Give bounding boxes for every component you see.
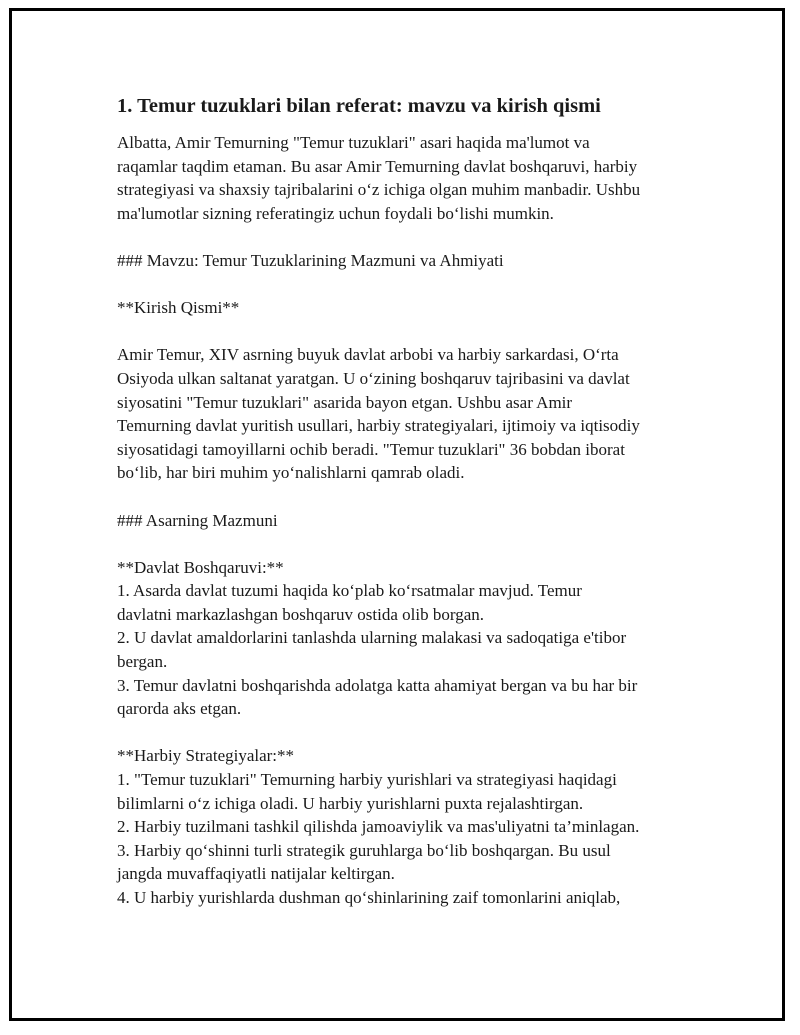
topic-heading [117, 249, 707, 273]
text-line: 2. Harbiy tuzilmani tashkil qilishda jamoaviylik va mas'uliyatni ta’minlagan. [117, 817, 640, 837]
text-line: bo‘lib, har biri muhim yo‘nalishlarni qamrab oladi. [117, 463, 465, 483]
military-strategy-section [117, 744, 707, 909]
text-line: bergan. [117, 652, 168, 672]
text-line: ### Asarning Mazmuni [117, 510, 278, 530]
text-line: Amir Temur, XIV asrning buyuk davlat arbobi va harbiy sarkardasi, O‘rta [117, 345, 619, 365]
text-line: 4. U harbiy yurishlarda dushman qo‘shinlarining zaif tomonlarini aniqlab, [117, 888, 621, 907]
text-line: 3. Harbiy qo‘shinni turli strategik guruhlarga bo‘lib boshqargan. Bu usul [117, 840, 611, 860]
text-line: 1. Asarda davlat tuzumi haqida ko‘plab ko‘rsatmalar mavjud. Temur [117, 581, 582, 601]
text-line: **Harbiy Strategiyalar:** [117, 746, 295, 766]
text-line: siyosatini "Temur tuzuklari" asarida bayon etgan. Ushbu asar Amir [117, 392, 573, 412]
text-line: Osiyoda ulkan saltanat yaratgan. U o‘zining boshqaruv tajribasini va davlat [117, 368, 630, 388]
text-line: bilimlarni o‘z ichiga oladi. U harbiy yurishlarni puxta rejalashtirgan. [117, 793, 584, 813]
text-line: **Davlat Boshqaruvi:** [117, 557, 284, 577]
document-body [117, 93, 707, 933]
text-line: jangda muvaffaqiyatli natijalar keltirgan. [117, 864, 395, 884]
text-line: Albatta, Amir Temurning "Temur tuzuklari" asari haqida ma'lumot va [117, 133, 590, 152]
introduction-paragraph [117, 343, 707, 485]
text-line: 1. "Temur tuzuklari" Temurning harbiy yurishlari va strategiyasi haqidagi [117, 770, 617, 790]
document-title: 1. Temur tuzuklari bilan referat: mavzu va kirish qismi [117, 95, 601, 117]
text-line: qarorda aks etgan. [117, 699, 242, 719]
text-line: Temurning davlat yuritish usullari, harbiy strategiyalari, ijtimoiy va iqtisodiy [117, 416, 640, 436]
text-line: strategiyasi va shaxsiy tajribalarini o‘z ichiga olgan muhim manbadir. Ushbu [117, 180, 641, 200]
text-line: 3. Temur davlatni boshqarishda adolatga katta ahamiyat bergan va bu har bir [117, 675, 638, 695]
text-line: **Kirish Qismi** [117, 298, 240, 318]
text-line: raqamlar taqdim etaman. Bu asar Amir Temurning davlat boshqaruvi, harbiy [117, 156, 638, 176]
text-line: davlatni markazlashgan boshqaruv ostida olib borgan. [117, 604, 484, 624]
section-heading-introduction [117, 296, 707, 320]
text-line: siyosatidagi tamoyillarni ochib beradi. "Temur tuzuklari" 36 bobdan iborat [117, 439, 625, 459]
text-line: ### Mavzu: Temur Tuzuklarining Mazmuni va Ahmiyati [117, 250, 504, 270]
text-line: 2. U davlat amaldorlarini tanlashda ularning malakasi va sadoqatiga e'tibor [117, 628, 627, 648]
text-line: ma'lumotlar sizning referatingiz uchun foydali bo‘lishi mumkin. [117, 203, 554, 223]
governance-section [117, 556, 707, 721]
intro-paragraph [117, 131, 707, 225]
content-heading [117, 509, 707, 533]
